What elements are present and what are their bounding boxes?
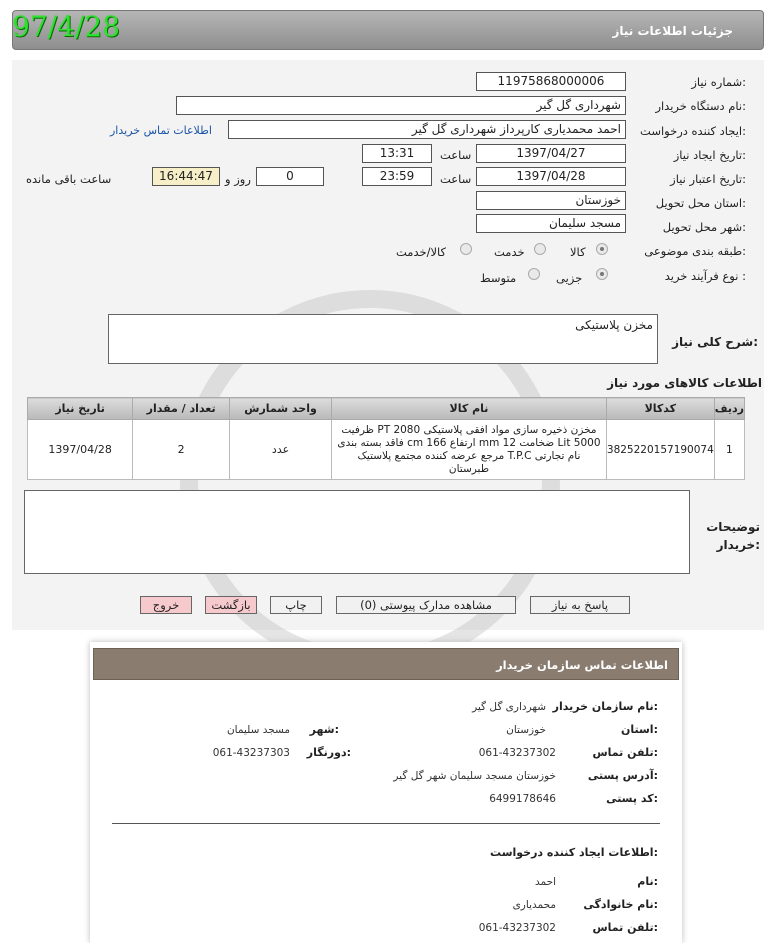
category-option-service: خدمت bbox=[494, 245, 525, 259]
col-row: ردیف bbox=[714, 398, 744, 420]
col-code: کدکالا bbox=[606, 398, 714, 420]
cell-qty: 2 bbox=[133, 420, 230, 480]
col-unit: واحد شمارش bbox=[230, 398, 332, 420]
process-option-medium: متوسط bbox=[480, 271, 517, 285]
validity-time-label: ساعت bbox=[440, 172, 472, 186]
cell-unit: عدد bbox=[230, 420, 332, 480]
buyer-notes-field bbox=[24, 490, 690, 574]
days-field: 0 bbox=[256, 167, 324, 186]
print-button[interactable]: چاپ bbox=[270, 596, 322, 614]
contact-card-header bbox=[93, 648, 679, 680]
exit-button[interactable]: خروج bbox=[140, 596, 192, 614]
phone-value: 061-43237302 bbox=[478, 747, 556, 759]
process-option-minor: جزیی bbox=[556, 271, 583, 285]
city-label: شهر محل تحویل: bbox=[662, 220, 746, 234]
need-number-label: شماره نیاز: bbox=[691, 75, 746, 89]
remaining-time-field: 16:44:47 bbox=[152, 167, 220, 186]
col-qty: تعداد / مقدار bbox=[133, 398, 230, 420]
city-field: مسجد سلیمان bbox=[476, 214, 626, 233]
created-date-label: تاریخ ایجاد نیاز: bbox=[673, 148, 746, 162]
family-key: نام خانوادگی: bbox=[583, 898, 658, 911]
created-time-field: 13:31 bbox=[362, 144, 432, 163]
fax-key: دورنگار: bbox=[306, 746, 351, 759]
buyer-contact-link[interactable]: اطلاعات تماس خریدار bbox=[110, 124, 212, 137]
cell-code: 3825220157190074 bbox=[606, 420, 714, 480]
contact-card-title: اطلاعات تماس سازمان خریدار bbox=[496, 658, 668, 672]
days-label: روز و bbox=[225, 172, 251, 186]
buyer-notes-label: توضیحات خریدار: bbox=[706, 520, 760, 552]
city-key: شهر: bbox=[309, 723, 339, 736]
goods-header-row bbox=[28, 398, 745, 420]
category-radio-service[interactable] bbox=[534, 243, 546, 255]
process-radio-minor[interactable] bbox=[596, 268, 608, 280]
validity-time-field: 23:59 bbox=[362, 167, 432, 186]
need-number-field: 11975868000006 bbox=[476, 72, 626, 91]
cell-name: مخزن ذخیره سازی مواد افقی پلاستیکی PT 2080 ظرفیت 5000 Lit ضخامت 12 mm ارتفاع 166 cm فاقد بسته بندی نام تجارتی T.P.C مرجع عرضه کننده مجتمع پلاستیک طبرستان bbox=[332, 420, 607, 480]
created-time-label: ساعت bbox=[440, 148, 472, 162]
province-label: استان محل تحویل: bbox=[655, 196, 746, 210]
org-label: نام سازمان خریدار: bbox=[552, 700, 658, 713]
requester-label: ایجاد کننده درخواست: bbox=[640, 124, 746, 138]
page-header bbox=[12, 10, 764, 50]
created-date-field: 1397/04/27 bbox=[476, 144, 626, 163]
province-field: خوزستان bbox=[476, 191, 626, 210]
province-key: استان: bbox=[620, 723, 658, 736]
city-value: مسجد سلیمان bbox=[226, 724, 290, 736]
goods-table bbox=[27, 397, 745, 480]
buyer-org-label: نام دستگاه خریدار: bbox=[655, 99, 746, 113]
back-button[interactable]: بازگشت bbox=[205, 596, 257, 614]
validity-date-label: تاریخ اعتبار نیاز: bbox=[670, 172, 746, 186]
view-docs-button[interactable]: مشاهده مدارک پیوستی (0) bbox=[336, 596, 516, 614]
postal-value: 6499178646 bbox=[489, 793, 556, 805]
page-title: جزئیات اطلاعات نیاز bbox=[612, 24, 733, 38]
address-value: خوزستان مسجد سلیمان شهر گل گیر bbox=[393, 770, 556, 782]
creator-section-title: اطلاعات ایجاد کننده درخواست: bbox=[490, 846, 658, 859]
category-option-both: کالا/خدمت bbox=[396, 245, 447, 259]
cell-row: 1 bbox=[714, 420, 744, 480]
col-name: نام کالا bbox=[332, 398, 607, 420]
goods-section-title: اطلاعات کالاهای مورد نیاز bbox=[607, 376, 762, 390]
col-date: تاریخ نیاز bbox=[28, 398, 133, 420]
name-value: احمد bbox=[535, 876, 556, 888]
reply-button[interactable]: پاسخ به نیاز bbox=[530, 596, 630, 614]
category-option-goods: کالا bbox=[570, 245, 586, 259]
postal-key: کد پستی: bbox=[606, 792, 658, 805]
family-value: محمدیاری bbox=[512, 899, 556, 911]
divider bbox=[112, 823, 660, 824]
date-stamp: 97/4/28 bbox=[12, 10, 120, 43]
summary-label: شرح کلی نیاز: bbox=[672, 335, 758, 349]
province-value: خوزستان bbox=[506, 724, 546, 736]
creator-phone-value: 061-43237302 bbox=[478, 922, 556, 934]
phone-key: تلفن تماس: bbox=[592, 746, 658, 759]
creator-phone-key: تلفن تماس: bbox=[592, 921, 658, 934]
name-key: نام: bbox=[637, 875, 658, 888]
remaining-label: ساعت باقی مانده bbox=[26, 172, 112, 186]
validity-date-field: 1397/04/28 bbox=[476, 167, 626, 186]
process-label: نوع فرآیند خرید : bbox=[664, 269, 746, 283]
process-radio-medium[interactable] bbox=[528, 268, 540, 280]
summary-text: مخزن پلاستیکی bbox=[575, 318, 653, 332]
category-radio-both[interactable] bbox=[460, 243, 472, 255]
category-label: طبقه بندی موضوعی: bbox=[644, 244, 746, 258]
category-radio-goods[interactable] bbox=[596, 243, 608, 255]
address-key: آدرس پستی: bbox=[587, 769, 658, 782]
buyer-org-field: شهرداری گل گیر bbox=[176, 96, 626, 115]
fax-value: 061-43237303 bbox=[212, 747, 290, 759]
table-row bbox=[28, 420, 745, 480]
org-value: شهرداری گل گیر bbox=[472, 701, 546, 713]
requester-field: احمد محمدیاری کارپرداز شهرداری گل گیر bbox=[228, 120, 626, 139]
summary-field bbox=[108, 314, 658, 364]
cell-date: 1397/04/28 bbox=[28, 420, 133, 480]
